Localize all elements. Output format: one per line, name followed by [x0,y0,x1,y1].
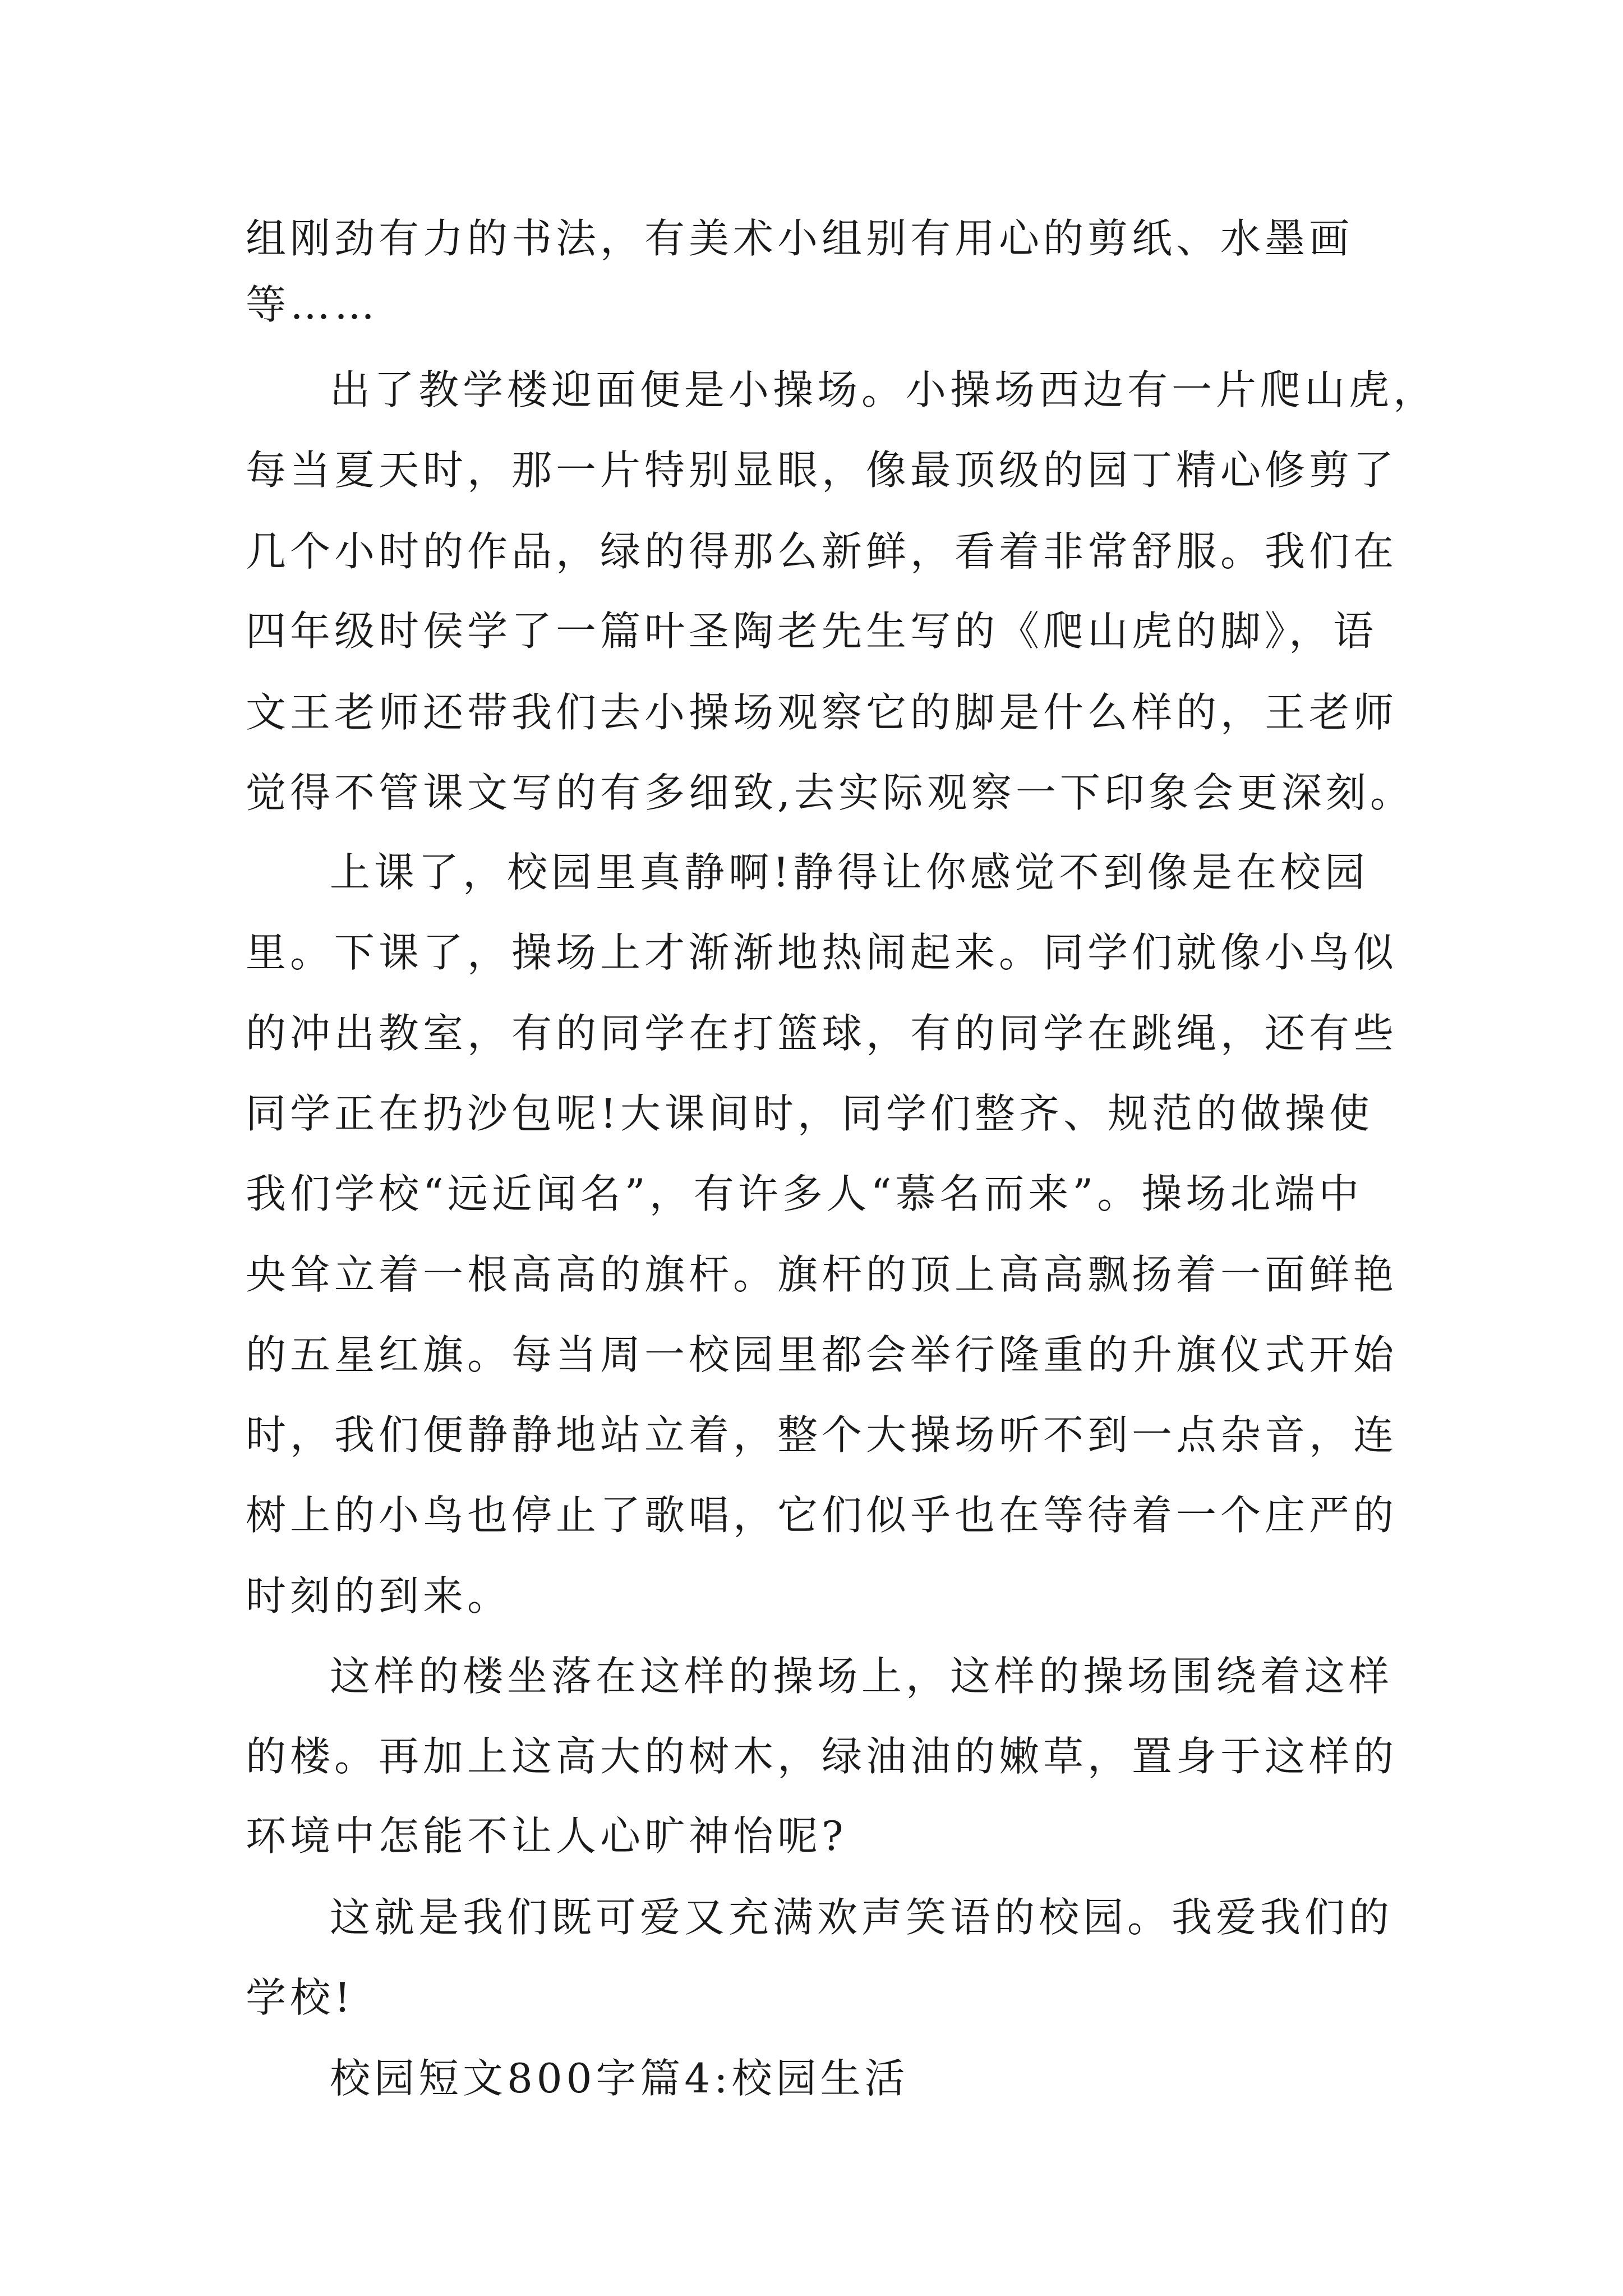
text-line: 出了教学楼迎面便是小操场。小操场西边有一片爬山虎， [330,366,1438,413]
text-line: 环境中怎能不让人心旷神怡呢? [246,1812,847,1860]
section-heading: 校园短文800字篇4:校园生活 [330,2055,909,2102]
text-line: 几个小时的作品，绿的得那么新鲜，看着非常舒服。我们在 [246,528,1398,575]
text-line: 这就是我们既可爱又充满欢声笑语的校园。我爱我们的 [330,1894,1394,1941]
text-line: 树上的小鸟也停止了歌唱，它们似乎也在等待着一个庄严的 [246,1492,1398,1539]
text-line: 时，我们便静静地站立着，整个大操场听不到一点杂音，连 [246,1411,1398,1458]
text-line: 上课了，校园里真静啊!静得让你感觉不到像是在校园 [330,849,1369,896]
text-line: 央耸立着一根高高的旗杆。旗杆的顶上高高飘扬着一面鲜艳 [246,1251,1398,1298]
text-line: 时刻的到来。 [246,1572,512,1619]
text-line: 我们学校“远近闻名”，有许多人“慕名而来”。操场北端中 [246,1170,1363,1217]
text-line: 等…… [246,281,379,328]
text-line: 组刚劲有力的书法，有美术小组别有用心的剪纸、水墨画 [246,215,1354,262]
text-line: 每当夏天时，那一片特别显眼，像最顶级的园丁精心修剪了 [246,447,1398,494]
text-line: 的五星红旗。每当周一校园里都会举行隆重的升旗仪式开始 [246,1331,1398,1378]
text-line: 同学正在扔沙包呢!大课间时，同学们整齐、规范的做操使 [246,1090,1373,1137]
text-line: 觉得不管课文写的有多细致,去实际观察一下印象会更深刻。 [246,769,1414,816]
text-line: 这样的楼坐落在这样的操场上，这样的操场围绕着这样 [330,1653,1394,1700]
text-line: 的冲出教室，有的同学在打篮球，有的同学在跳绳，还有些 [246,1010,1398,1057]
text-line: 文王老师还带我们去小操场观察它的脚是什么样的，王老师 [246,689,1398,736]
text-line: 里。下课了，操场上才渐渐地热闹起来。同学们就像小鸟似 [246,929,1398,976]
text-line: 学校! [246,1974,354,2021]
text-line: 的楼。再加上这高大的树木，绿油油的嫩草，置身于这样的 [246,1733,1398,1780]
text-line: 四年级时侯学了一篇叶圣陶老先生写的《爬山虎的脚》，语 [246,608,1378,655]
